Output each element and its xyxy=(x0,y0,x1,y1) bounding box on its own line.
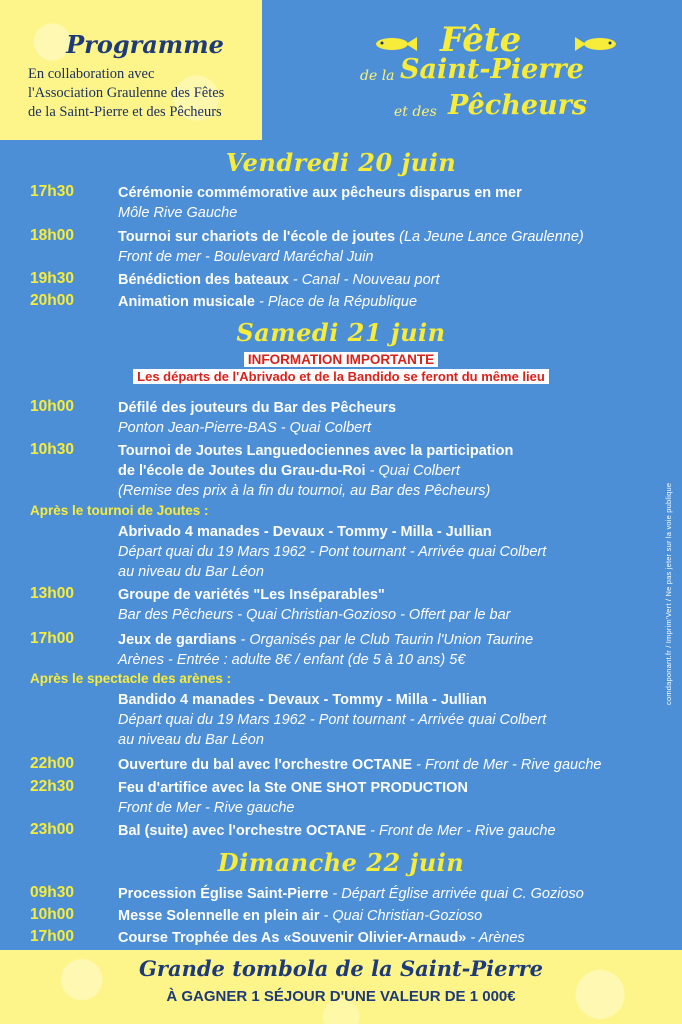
day-heading-sunday: Dimanche 22 juin xyxy=(217,848,465,877)
section-label: Après le spectacle des arènes : xyxy=(30,671,232,686)
event-title: Jeux de gardians xyxy=(118,632,237,648)
event-location: Front de Mer - Rive gauche xyxy=(118,800,295,816)
title-saint-pierre: Saint-Pierre xyxy=(400,54,584,85)
event-detail: - Canal - Nouveau port xyxy=(288,272,440,288)
event-title: Bal (suite) avec l'orchestre OCTANE xyxy=(118,823,367,839)
event-title: Procession Église Saint-Pierre xyxy=(118,886,329,902)
event-detail: - Départ Église arrivée quai C. Gozioso xyxy=(328,886,584,902)
collab-line: de la Saint-Pierre et des Pêcheurs xyxy=(28,104,222,120)
event-detail: - Arènes xyxy=(466,930,525,946)
event-time: 18h00 xyxy=(30,227,74,244)
event-title: Tournoi sur chariots de l'école de joutes xyxy=(118,229,396,245)
printer-credit: comdaponant.fr / Imprim'Vert / Ne pas jeter sur la voie publique xyxy=(664,482,673,705)
event-title: Tournoi de Joutes Languedociennes avec la participation xyxy=(118,443,514,459)
title-et-des: et des xyxy=(394,104,437,120)
info-title: INFORMATION IMPORTANTE xyxy=(0,351,682,368)
event-location: au niveau du Bar Léon xyxy=(118,732,264,748)
event-title: Animation musicale xyxy=(118,294,255,310)
tombola-prize: À GAGNER 1 SÉJOUR D'UNE VALEUR DE 1 000€ xyxy=(166,988,516,1005)
event-title-logo xyxy=(360,22,620,140)
event-time: 17h00 xyxy=(30,630,74,647)
event-title: Bandido 4 manades - Devaux - Tommy - Milla - Jullian xyxy=(118,692,487,708)
event-detail: (La Jeune Lance Graulenne) xyxy=(395,229,584,245)
event-time: 22h30 xyxy=(30,778,74,795)
programme-title: Programme xyxy=(66,30,224,59)
info-text: Les départs de l'Abrivado et de la Bandido se feront du même lieu xyxy=(0,368,682,385)
event-time: 13h00 xyxy=(30,585,74,602)
title-de-la: de la xyxy=(360,68,395,84)
title-pecheurs: Pêcheurs xyxy=(448,90,588,121)
event-title: Course Trophée des As «Souvenir Olivier-Arnaud» xyxy=(118,930,467,946)
day-heading-friday: Vendredi 20 juin xyxy=(225,148,457,177)
event-time: 22h00 xyxy=(30,755,74,772)
event-time: 17h00 xyxy=(30,928,74,945)
event-location: Ponton Jean-Pierre-BAS - Quai Colbert xyxy=(118,420,372,436)
event-title: Ouverture du bal avec l'orchestre OCTANE xyxy=(118,757,413,773)
fish-icon xyxy=(374,36,418,52)
event-title: Feu d'artifice avec la Ste ONE SHOT PRODUCTION xyxy=(118,780,468,796)
event-time: 10h30 xyxy=(30,441,74,458)
event-time: 19h30 xyxy=(30,270,74,287)
event-title: Messe Solennelle en plein air xyxy=(118,908,320,924)
event-title: Abrivado 4 manades - Devaux - Tommy - Milla - Jullian xyxy=(118,524,492,540)
event-title-cont: de l'école de Joutes du Grau-du-Roi xyxy=(118,463,366,479)
event-detail: - Organisés par le Club Taurin l'Union Taurine xyxy=(236,632,534,648)
event-title: Cérémonie commémorative aux pêcheurs disparus en mer xyxy=(118,185,522,201)
event-location: Arènes - Entrée : adulte 8€ / enfant (de 5 à 10 ans) 5€ xyxy=(118,652,466,668)
section-label: Après le tournoi de Joutes : xyxy=(30,503,209,518)
collab-line: En collaboration avec xyxy=(28,66,155,82)
event-location: Bar des Pêcheurs - Quai Christian-Gozioso - Offert par le bar xyxy=(118,607,511,623)
event-title: Bénédiction des bateaux xyxy=(118,272,289,288)
tombola-title: Grande tombola de la Saint-Pierre xyxy=(138,956,544,981)
fish-icon xyxy=(574,36,618,52)
event-detail: - Front de Mer - Rive gauche xyxy=(366,823,556,839)
event-detail: - Quai Christian-Gozioso xyxy=(319,908,483,924)
event-note: (Remise des prix à la fin du tournoi, au Bar des Pêcheurs) xyxy=(118,483,491,499)
event-detail: - Front de Mer - Rive gauche xyxy=(412,757,602,773)
event-location: Môle Rive Gauche xyxy=(118,205,238,221)
event-location: Front de mer - Boulevard Maréchal Juin xyxy=(118,249,374,265)
event-time: 09h30 xyxy=(30,884,74,901)
title-fete: Fête xyxy=(440,20,522,60)
day-heading-saturday: Samedi 21 juin xyxy=(236,318,446,347)
event-location: Départ quai du 19 Mars 1962 - Pont tournant - Arrivée quai Colbert xyxy=(118,544,547,560)
programme-card xyxy=(0,0,262,140)
event-location: au niveau du Bar Léon xyxy=(118,564,264,580)
event-detail: - Quai Colbert xyxy=(365,463,460,479)
event-location: Départ quai du 19 Mars 1962 - Pont tournant - Arrivée quai Colbert xyxy=(118,712,547,728)
event-time: 23h00 xyxy=(30,821,74,838)
collab-line: l'Association Graulenne des Fêtes xyxy=(28,85,225,101)
event-time: 10h00 xyxy=(30,906,74,923)
event-detail: - Place de la République xyxy=(254,294,418,310)
event-time: 10h00 xyxy=(30,398,74,415)
event-title: Groupe de variétés "Les Inséparables" xyxy=(118,587,385,603)
event-title: Défilé des jouteurs du Bar des Pêcheurs xyxy=(118,400,397,416)
event-time: 17h30 xyxy=(30,183,74,200)
event-time: 20h00 xyxy=(30,292,74,309)
